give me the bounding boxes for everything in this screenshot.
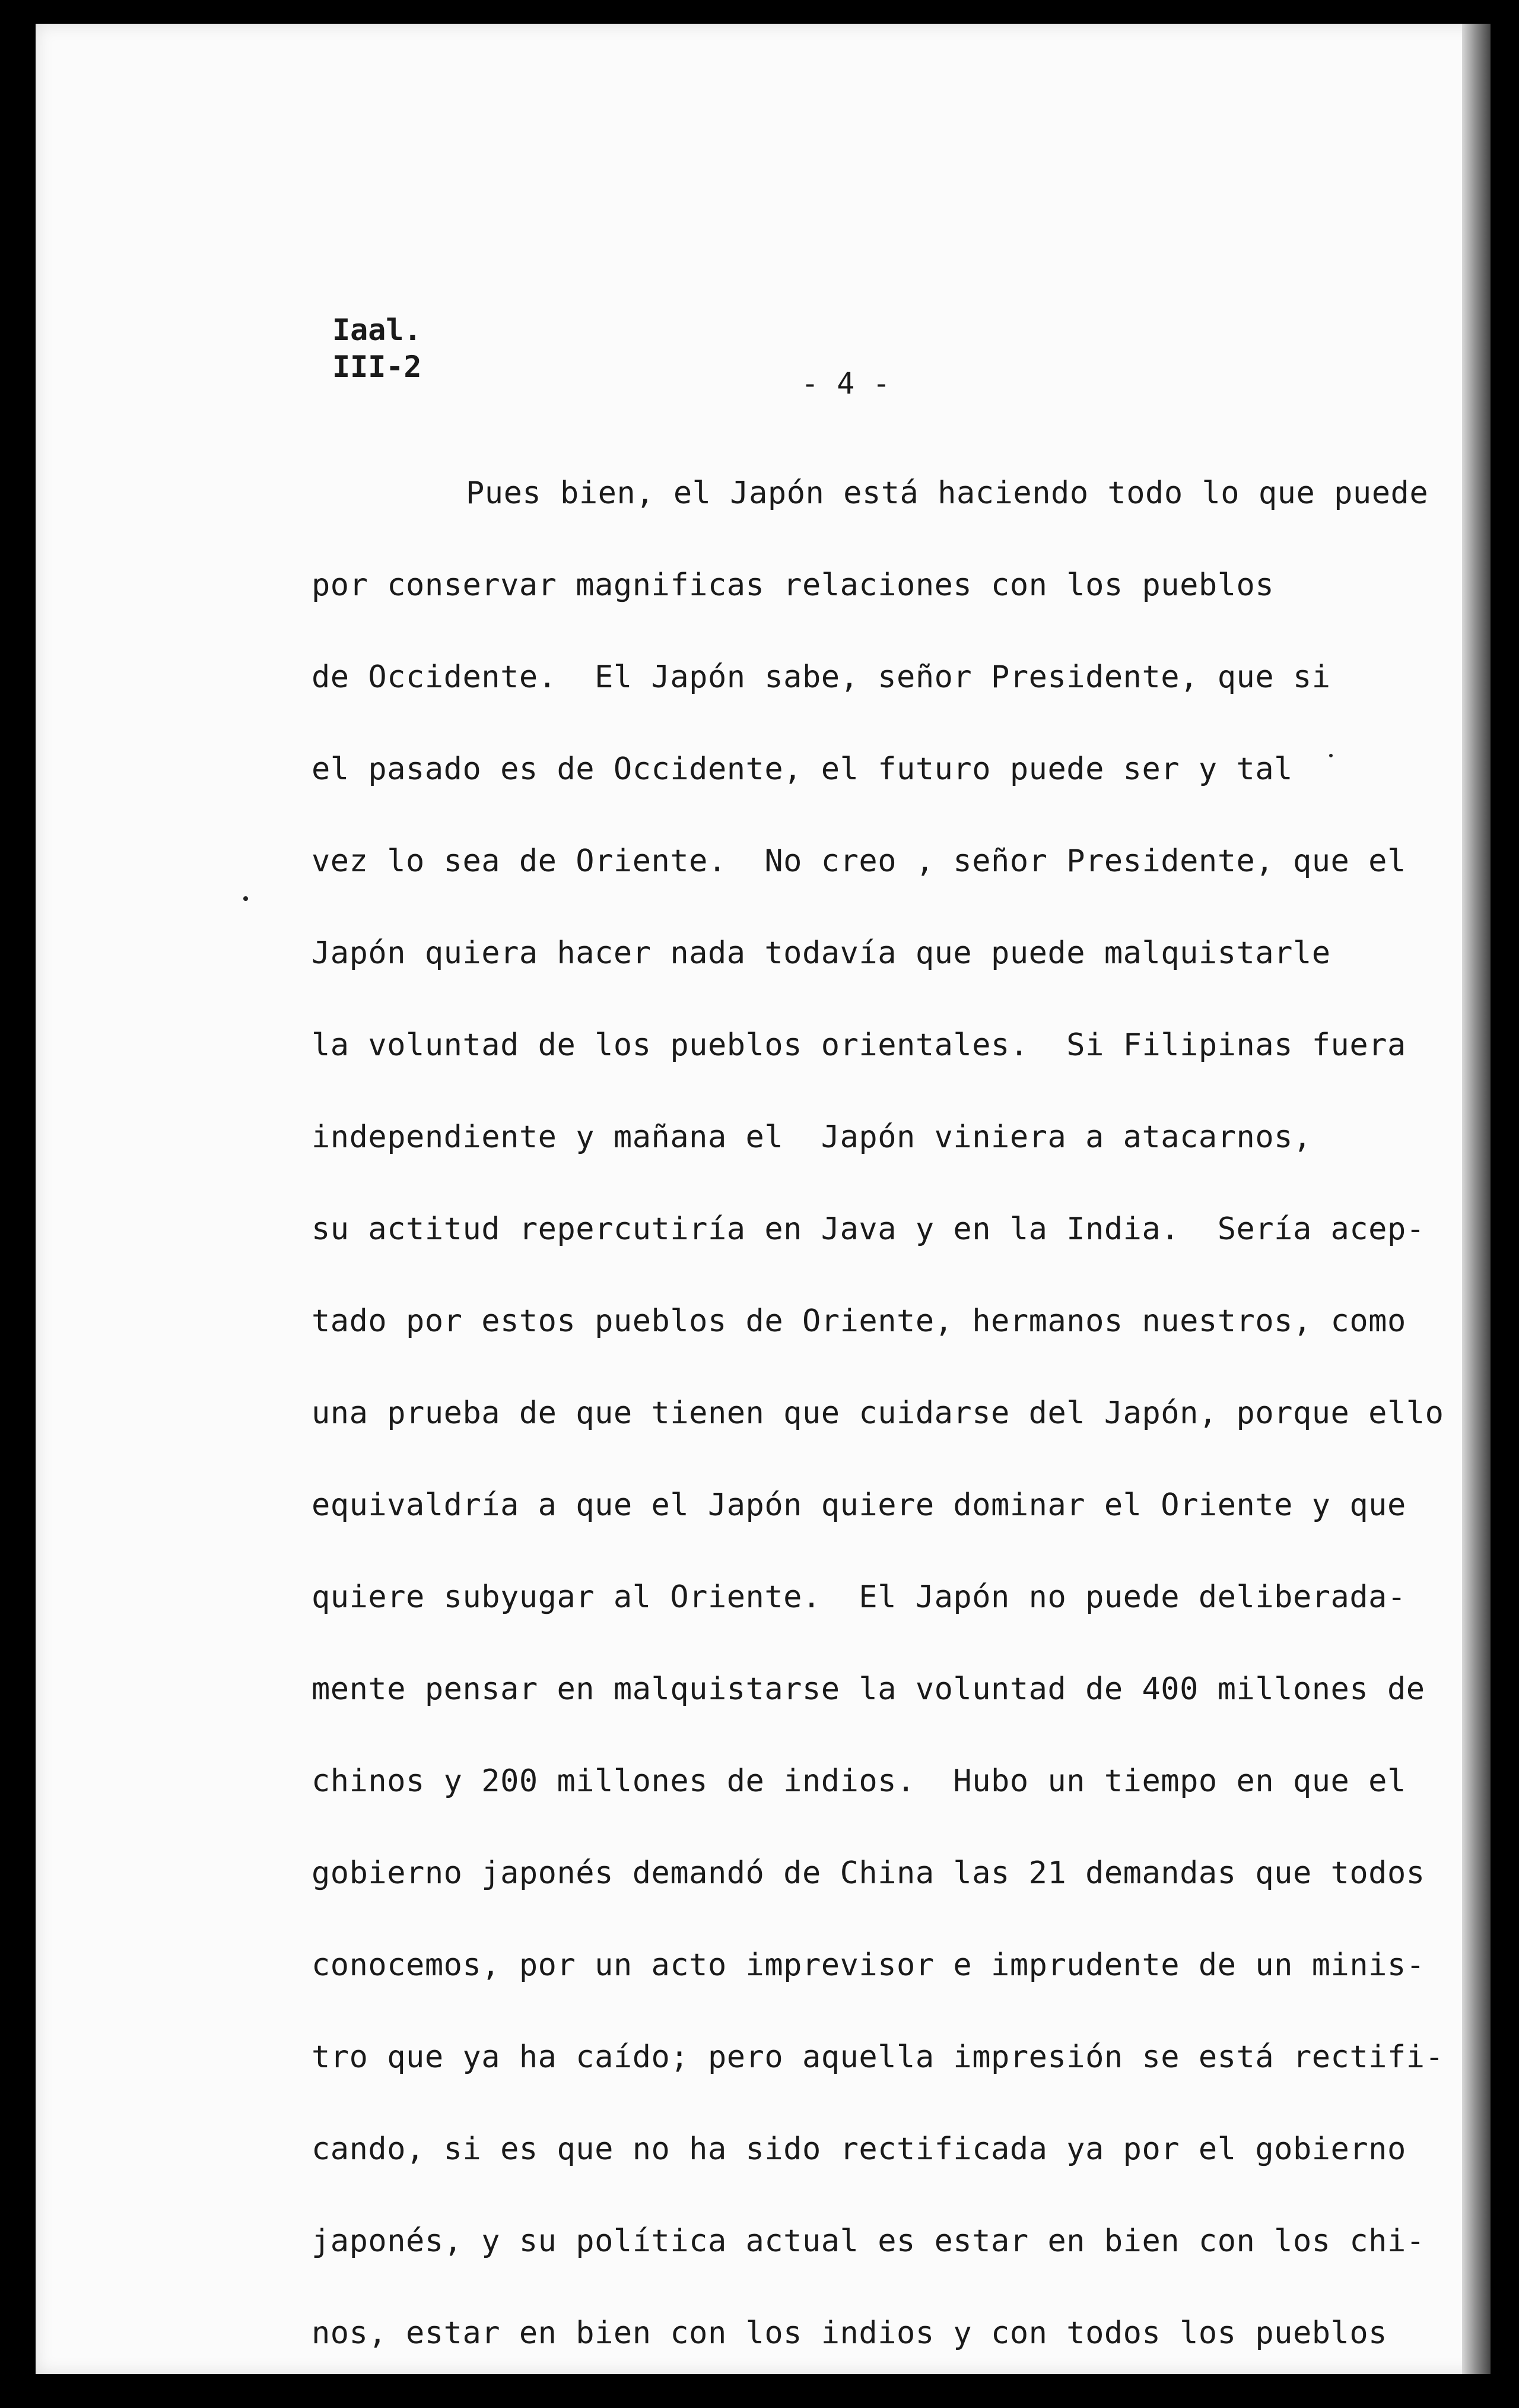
ink-speck — [1329, 754, 1333, 757]
text-line: conocemos, por un acto imprevisor e imprudente de un minis- — [312, 1947, 1425, 1983]
document-page — [36, 24, 1491, 2374]
text-line: por conservar magnificas relaciones con los pueblos — [312, 567, 1275, 603]
text-line: mente pensar en malquistarse la voluntad de 400 millones de — [312, 1671, 1425, 1707]
text-line: independiente y mañana el Japón viniera a atacarnos, — [312, 1119, 1312, 1155]
text-line: tro que ya ha caído; pero aquella impresión se está rectifi- — [312, 2039, 1444, 2075]
text-line: Japón quiera hacer nada todavía que puede malquistarle — [312, 935, 1331, 971]
ink-speck — [243, 896, 248, 901]
text-line: tado por estos pueblos de Oriente, hermanos nuestros, como — [312, 1303, 1406, 1339]
text-line: Pues bien, el Japón está haciendo todo lo que puede — [466, 475, 1429, 511]
page-edge-shadow — [1462, 24, 1491, 2374]
body-text — [312, 475, 1444, 2407]
page-number: - 4 - — [801, 366, 891, 401]
text-line: la voluntad de los pueblos orientales. Si Filipinas fuera — [312, 1027, 1406, 1063]
text-line: quiere subyugar al Oriente. El Japón no puede deliberada- — [312, 1579, 1406, 1615]
text-line: el pasado es de Occidente, el futuro puede ser y tal — [312, 751, 1293, 787]
reference-line-1: Iaal. — [332, 313, 422, 347]
text-line: japonés, y su política actual es estar en bien con los chi- — [312, 2223, 1425, 2259]
text-line: vez lo sea de Oriente. No creo , señor Presidente, que el — [312, 843, 1406, 879]
text-line: nos, estar en bien con los indios y con todos los pueblos — [312, 2315, 1387, 2351]
text-line: equivaldría a que el Japón quiere dominar el Oriente y que — [312, 1487, 1406, 1523]
text-line: cando, si es que no ha sido rectificada ya por el gobierno — [312, 2131, 1406, 2167]
text-line: de Occidente. El Japón sabe, señor Presidente, que si — [312, 659, 1331, 695]
text-line: gobierno japonés demandó de China las 21 demandas que todos — [312, 1855, 1425, 1891]
document-reference — [332, 312, 422, 385]
text-line: chinos y 200 millones de indios. Hubo un tiempo en que el — [312, 1763, 1406, 1799]
reference-line-2: III-2 — [332, 350, 422, 384]
text-line: una prueba de que tienen que cuidarse del Japón, porque ello — [312, 1395, 1444, 1431]
text-line: su actitud repercutiría en Java y en la India. Sería acep- — [312, 1211, 1425, 1247]
